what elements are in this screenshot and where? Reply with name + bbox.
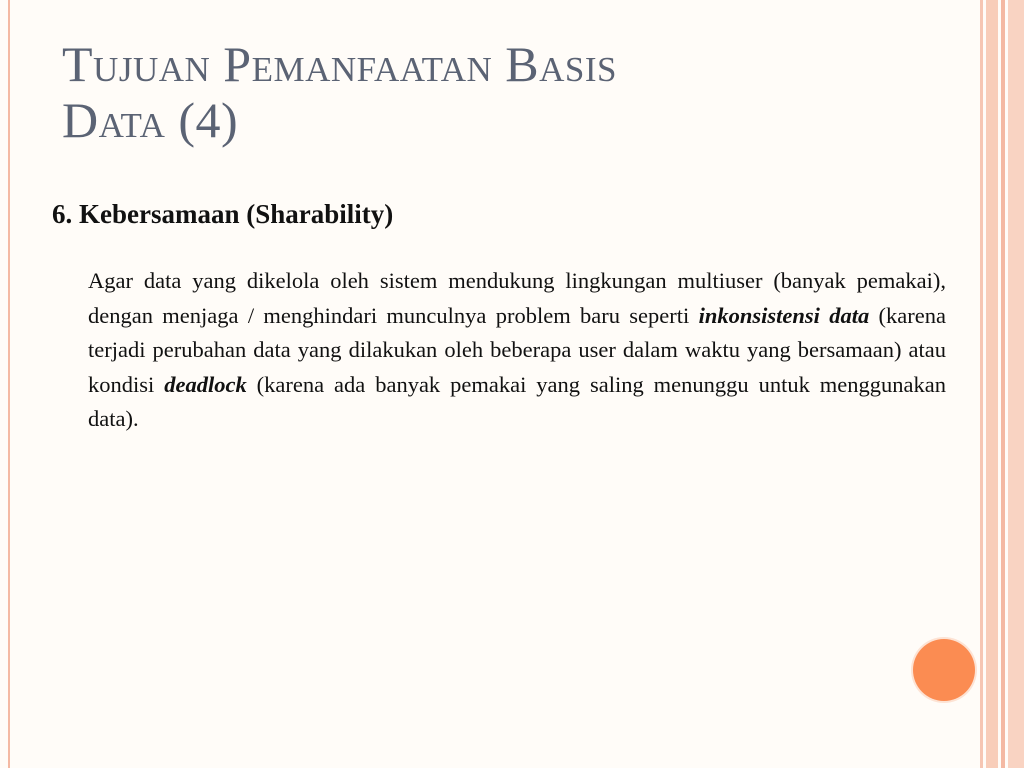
decorative-orange-circle [913,639,975,701]
section-heading: 6. Kebersamaan (Sharability) [52,199,394,229]
term-inkonsistensi-data: inkonsistensi data [698,302,870,328]
body-paragraph [88,264,946,437]
slide-title [62,36,942,148]
stripe-1 [980,0,983,768]
term-deadlock: deadlock [164,371,247,397]
title-line-2: Data (4) [62,92,239,148]
right-decorative-stripes [980,0,1024,768]
body-text-part-1: Agar data yang dikelola oleh sistem mendukung lingkungan multiuser (banyak pemakai), dengan menjaga / menghindari munculnya problem baru seperti [88,268,946,328]
body-text-part-2: (karena terjadi perubahan data yang dilakukan oleh beberapa user dalam waktu yang bersamaan) atau kondisi [88,302,946,397]
title-line-1: Tujuan Pemanfaatan Basis [62,36,618,92]
stripe-2 [986,0,998,768]
left-border-line [8,0,10,768]
stripe-3 [1001,0,1005,768]
stripe-4 [1008,0,1024,768]
body-text-part-3: (karena ada banyak pemakai yang saling menunggu untuk menggunakan data). [88,371,946,431]
